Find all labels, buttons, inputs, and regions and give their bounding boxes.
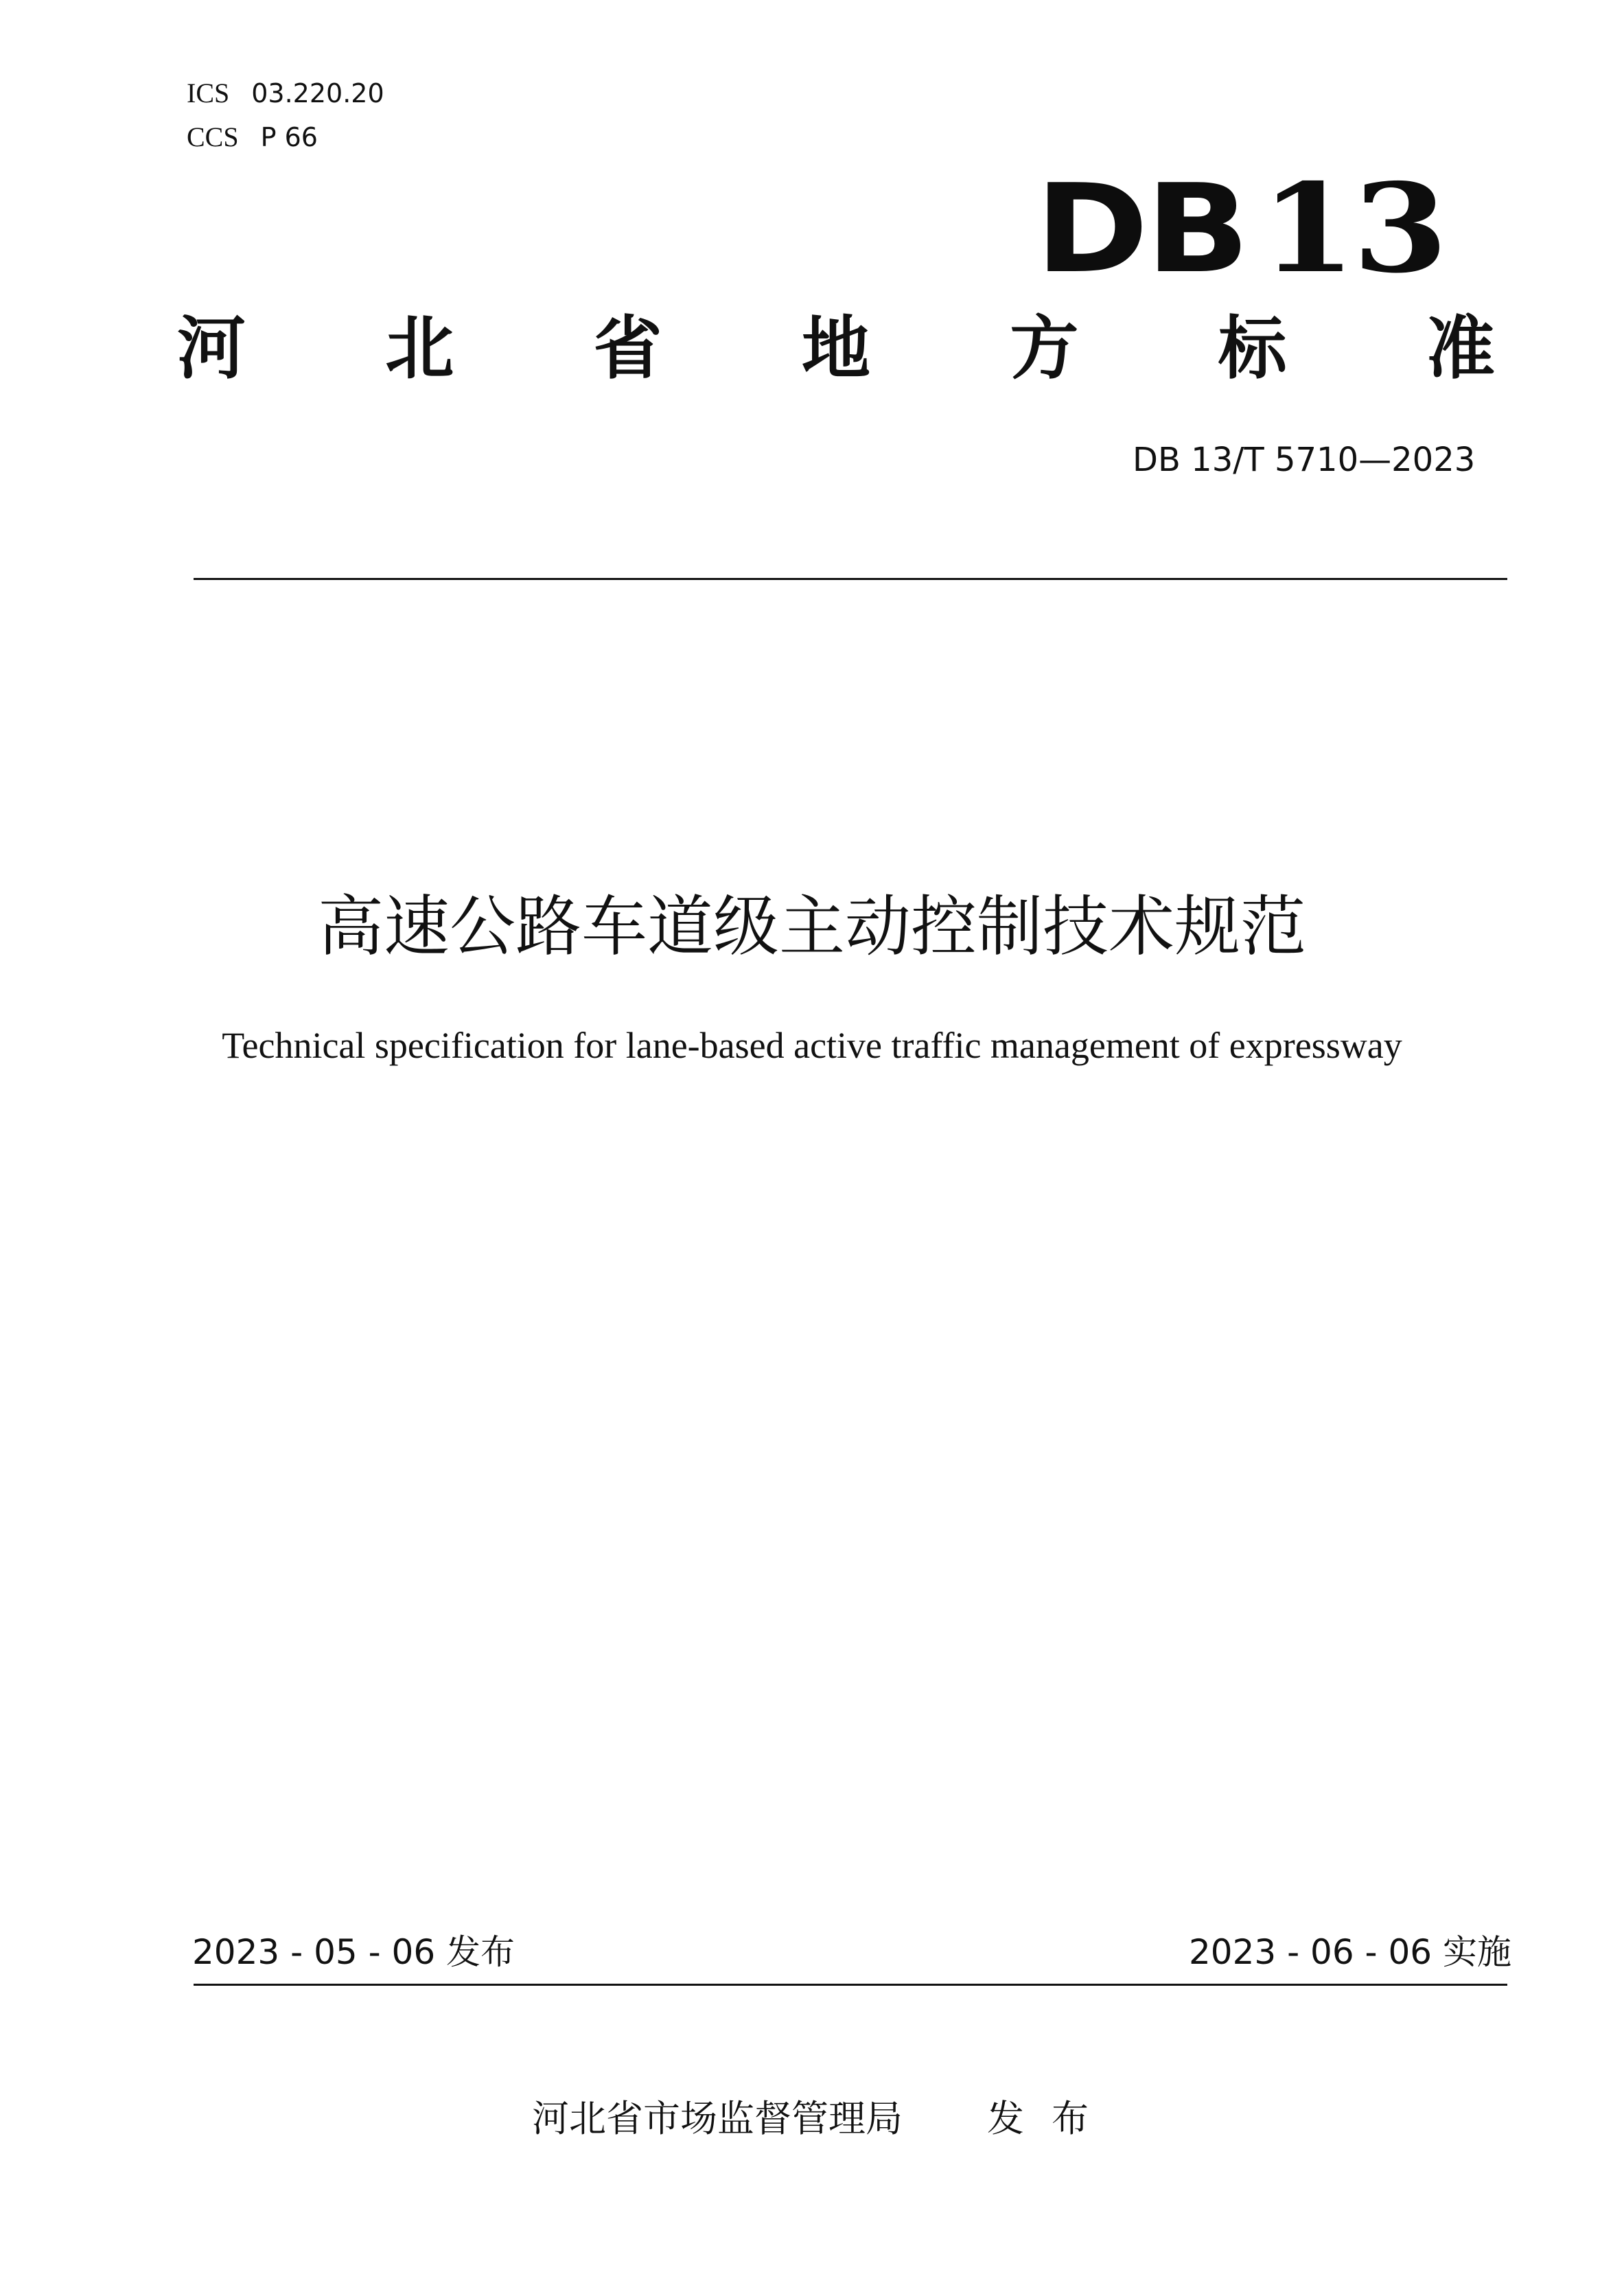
ics-value: 03.220.20 xyxy=(251,78,384,108)
ics-classification xyxy=(187,77,384,110)
title-english: Technical specification for lane-based active traffic management of expressway xyxy=(222,1025,1402,1066)
standard-code-prefix: DB xyxy=(1035,158,1247,300)
top-divider xyxy=(194,578,1507,580)
standard-code-number: 13 xyxy=(1260,156,1446,300)
publisher-action: 发布 xyxy=(987,2097,1116,2140)
ccs-value: P 66 xyxy=(260,122,318,152)
standard-code-logo xyxy=(1035,156,1446,300)
effective-date: 2023 - 06 - 06 实施 xyxy=(1188,1932,1511,1972)
standard-type-char: 地 xyxy=(801,308,870,389)
bottom-divider xyxy=(194,1984,1507,1986)
standard-type-char: 方 xyxy=(1010,308,1079,389)
ccs-label: CCS xyxy=(187,121,239,152)
ccs-classification xyxy=(187,121,318,154)
standard-type-char: 河 xyxy=(177,308,246,389)
ics-label: ICS xyxy=(187,78,230,108)
standard-type-char: 北 xyxy=(385,308,454,389)
standard-type-char: 省 xyxy=(593,308,662,389)
publisher-name: 河北省市场监督管理局 xyxy=(532,2097,903,2140)
standard-number: DB 13/T 5710—2023 xyxy=(1133,441,1476,479)
title-chinese: 高速公路车道级主动控制技术规范 xyxy=(318,888,1306,965)
standard-type-heading xyxy=(177,308,1495,390)
standard-type-char: 标 xyxy=(1218,308,1287,389)
publish-date: 2023 - 05 - 06 发布 xyxy=(192,1932,515,1972)
standard-type-char: 准 xyxy=(1426,308,1495,389)
